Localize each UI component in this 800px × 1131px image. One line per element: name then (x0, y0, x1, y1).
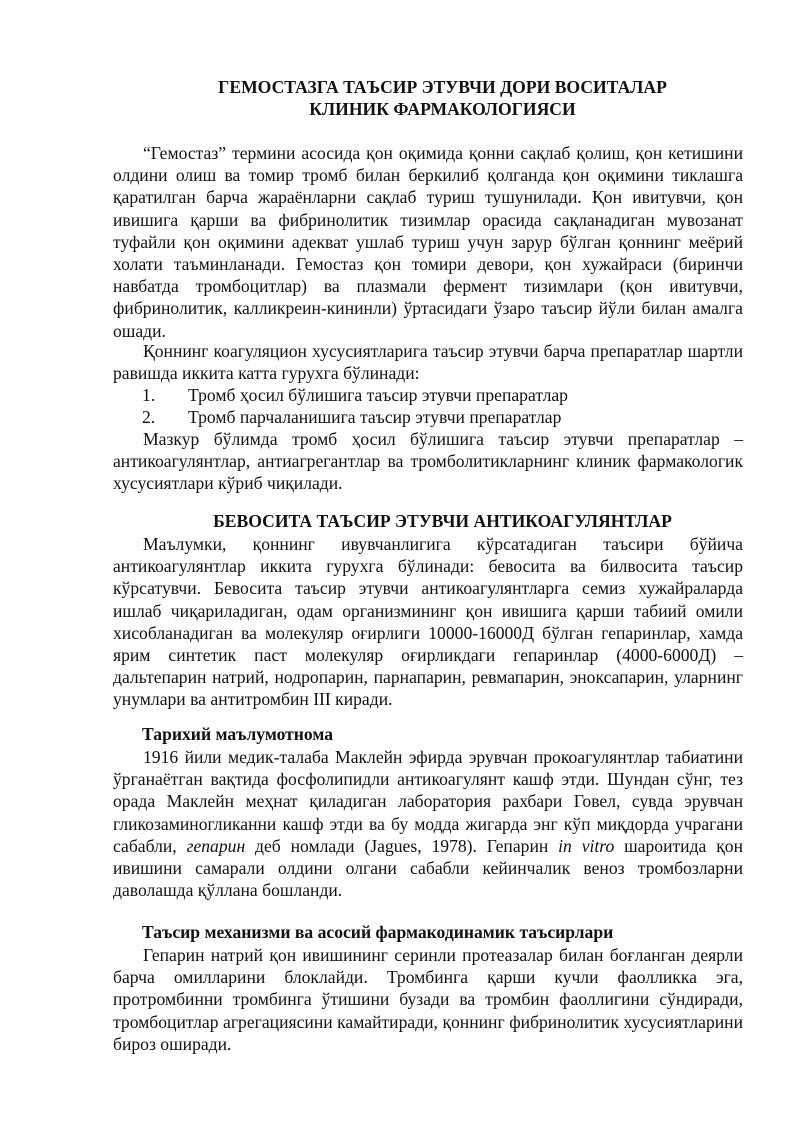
section1-paragraph: Маълумки, қоннинг ивувчанлигига кўрсатадиган таъсири бўйича антикоагулянтлар иккита гурухга бўлинади: бевосита ва билвосита таъсир кўрсатувчи. Бевосита таъсир этувчи антикоагулянтларга семиз хужайраларда ишлаб чиқариладиган, одам организмининг қон ивишига қарши табиий омили хисобланадиган ва молекуляр оғирлиги 10000-16000Д бўлган гепаринлар, хамда ярим синтетик паст молекуляр оғирликдаги гепаринлар (4000-6000Д) – дальтепарин натрий, нодропарин, парнапарин, ревмапарин, эноксапарин, уларнинг унумлари ва антитромбин III киради. (113, 534, 743, 710)
list-item-number: 2. (142, 407, 156, 428)
history-emphasis-heparin: гепарин (186, 835, 246, 856)
history-emphasis-in-vitro: in vitro (558, 835, 615, 856)
subheading-mechanism: Таъсир механизми ва асосий фармакодинамик таъсирлари (142, 922, 614, 942)
document-title (120, 76, 765, 120)
history-paragraph (113, 746, 743, 901)
history-text-part-2: деб номлади (Jagues, 1978). Гепарин (245, 835, 559, 856)
list-item (142, 384, 742, 406)
mechanism-paragraph: Гепарин натрий қон ивишининг серинли протеазалар билан боғланган деярли барча омилларини блоклайди. Тромбинга қарши кучли фаолликка эга, протромбинни тромбинга ўтишини бузади ва тромбин фаоллигини сўндиради, тромбоцитлар агрегациясини камайтиради, қоннинг фибринолитик хусусиятларини бироз оширади. (113, 945, 743, 1054)
intro-paragraph-1: “Гемостаз” термини асосида қон оқимида қонни сақлаб қолиш, қон кетишини олдини олиш ва томир тромб билан беркилиб қолганда қон оқимини тиклашга қаратилган барча жараёнларни сақлаб туриш тушунилади. Қон ивитувчи, қон ивишига қарши ва фибринолитик тизимлар орасида сақланадиган мувозанат туфайли қон оқимини адекват ушлаб туриш учун зарур бўлган қоннинг меёрий холати таъминланади. Гемостаз қон томири девори, қон хужайраси (биринчи навбатда тромбоцитлар) ва плазмали фермент тизимлари (қон ивитувчи, фибринолитик, калликреин-кининли) ўртасидаги ўзаро таъсир йўли билан амалга ошади. (113, 143, 743, 341)
intro-paragraph-3: Мазкур бўлимда тромб ҳосил бўлишига таъсир этувчи препаратлар – антикоагулянтлар, антиагрегантлар ва тромболитикларнинг клиник фармакологик хусусиятлари кўриб чиқилади. (113, 429, 743, 494)
section-heading-direct-anticoagulants: БЕВОСИТА ТАЪСИР ЭТУВЧИ АНТИКОАГУЛЯНТЛАР (213, 511, 672, 531)
preparation-group-list (142, 384, 742, 428)
list-item (142, 406, 742, 428)
list-item-text: Тромб парчаланишига таъсир этувчи препаратлар (188, 407, 562, 428)
subheading-history: Тарихий маълумотнома (142, 724, 334, 744)
title-line-2: КЛИНИК ФАРМАКОЛОГИЯСИ (309, 99, 576, 119)
title-line-1: ГЕМОСТАЗГА ТАЪСИР ЭТУВЧИ ДОРИ ВОСИТАЛАР (218, 77, 667, 97)
list-item-number: 1. (142, 385, 156, 405)
history-text-part-3: шароитида қон ивишини самарали олдини олгани сабабли кейинчалик веноз тромбозларни даволашда қўллана бошланди. (113, 835, 743, 901)
intro-paragraph-2: Қоннинг коагуляцион хусусиятларига таъсир этувчи барча препаратлар шартли равишда иккита катта гурухга бўлинади: (113, 341, 743, 384)
list-item-text: Тромб ҳосил бўлишига таъсир этувчи препаратлар (188, 385, 568, 405)
history-text-part-1: 1916 йили медик-талаба Маклейн эфирда эрувчан прокоагулянтлар табиатини ўрганаётган вақтида фосфолипидли антикоагулянт кашф этди. Шундан сўнг, тез орада Маклейн меҳнат қиладиган лаборатория рахбари Говел, сувда эрувчан гликозаминогликанни кашф этди ва бу модда жигарда энг кўп миқдорда учрагани сабабли, (113, 747, 743, 856)
